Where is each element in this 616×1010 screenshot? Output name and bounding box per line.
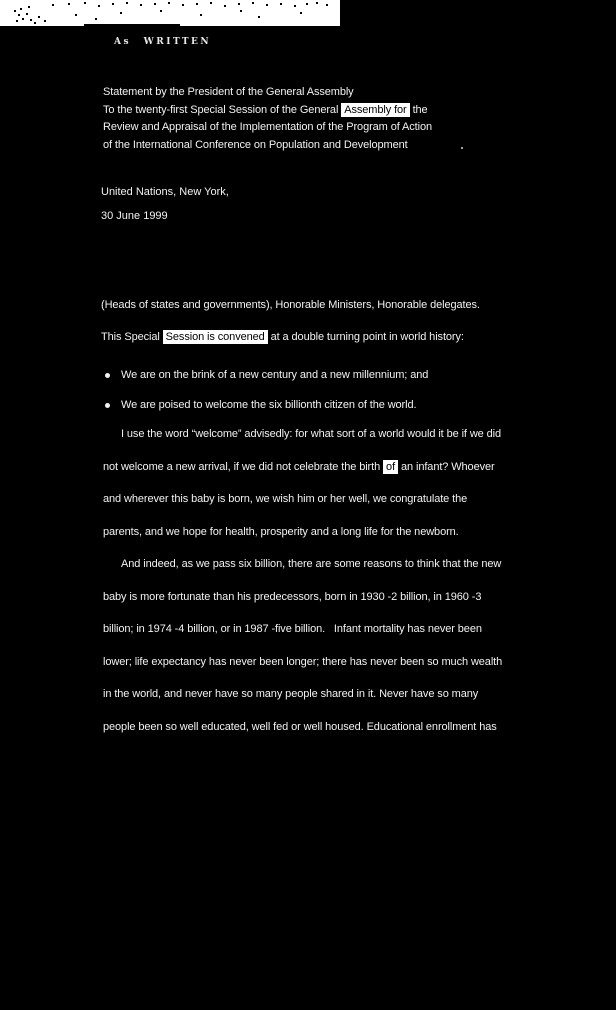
- bullet-text-1: We are on the brink of a new century and a new millennium; and: [121, 369, 429, 381]
- paragraph-line: billion; in 1974 -4 billion, or in 1987 -five billion. Infant mortality has never been: [103, 623, 482, 635]
- paragraph-line: And indeed, as we pass six billion, there are some reasons to think that the new: [121, 558, 502, 570]
- paragraph-line: and wherever this baby is born, we wish him or her well, we congratulate the: [103, 493, 468, 505]
- intro-post: at a double turning point in world history:: [267, 331, 464, 343]
- intro-line: [101, 331, 464, 343]
- paragraph-2: [103, 548, 553, 743]
- highlight-of: of: [383, 460, 398, 474]
- bullet-dot-icon: [105, 403, 110, 408]
- title-line-4: of the International Conference on Population and Development: [103, 138, 408, 151]
- scan-stray-dot: [461, 147, 463, 149]
- bullet-text-2: We are poised to welcome the six billionth citizen of the world.: [121, 399, 417, 411]
- highlight-session-is-convened: Session is convened: [163, 330, 268, 344]
- paragraph-1: [103, 418, 553, 548]
- document-title: [103, 84, 432, 154]
- paragraph-line: lower; life expectancy has never been longer; there has never been so much wealth: [103, 655, 503, 668]
- scan-noise-strip: [0, 0, 340, 26]
- title-line-2: [103, 102, 432, 120]
- bullet-dot-icon: [105, 373, 110, 378]
- paragraph-line: parents, and we hope for health, prosperity and a long life for the newborn.: [103, 525, 459, 538]
- bullet-item-1: [105, 369, 428, 381]
- title-line-2-post: the: [409, 103, 428, 116]
- title-line-2-pre: To the twenty-first Special Session of the General: [103, 103, 342, 116]
- title-line-3: Review and Appraisal of the Implementation of the Program of Action: [103, 121, 432, 133]
- title-line-1: Statement by the President of the General Assembly: [103, 86, 354, 98]
- paragraph-line: I use the word “welcome” advisedly: for what sort of a world would it be if we did: [121, 428, 502, 440]
- stamp-note: As WRITTEN: [114, 37, 212, 47]
- highlight-assembly-for: Assembly for: [341, 103, 409, 117]
- paragraph-line: [103, 451, 553, 484]
- para1-line2-pre: not welcome a new arrival, if we did not celebrate the birth: [103, 460, 384, 473]
- paragraph-line: in the world, and never have so many people shared in it. Never have so many: [103, 688, 479, 700]
- paragraph-line: people been so well educated, well fed or well housed. Educational enrollment has: [103, 720, 497, 733]
- intro-pre: This Special: [101, 331, 163, 343]
- paragraph-line: baby is more fortunate than his predecessors, born in 1930 -2 billion, in 1960 -3: [103, 590, 482, 603]
- document-location: United Nations, New York,: [101, 186, 229, 198]
- para1-line2-post: an infant? Whoever: [398, 460, 495, 473]
- bullet-item-2: [105, 399, 416, 411]
- stamp-underline: [84, 24, 180, 26]
- salutation-line: (Heads of states and governments), Honorable Ministers, Honorable delegates.: [101, 299, 480, 311]
- document-date: 30 June 1999: [101, 210, 168, 222]
